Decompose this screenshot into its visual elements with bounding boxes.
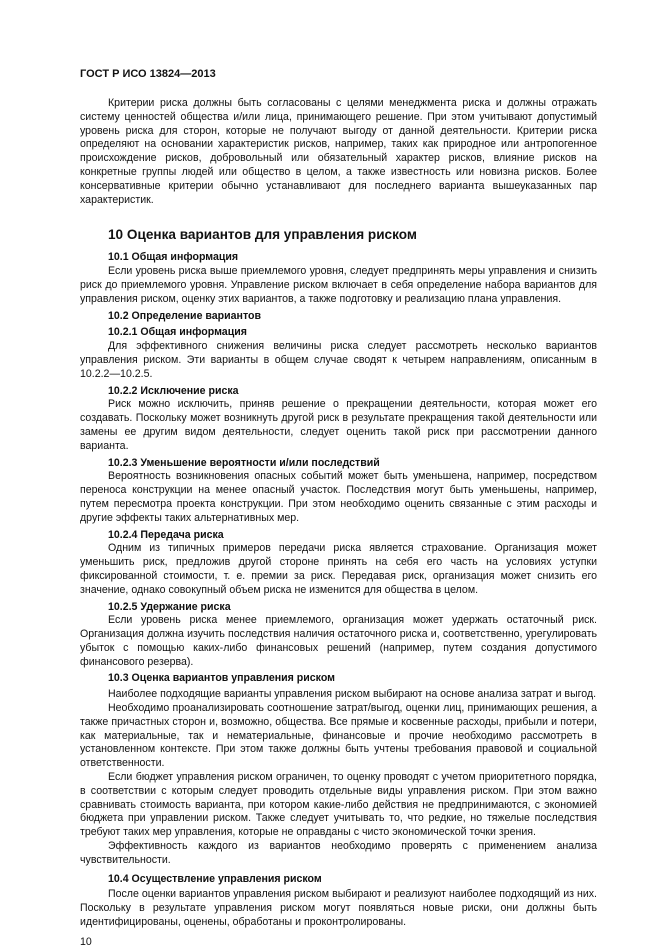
section-10-3-paragraph: Эффективность каждого из вариантов необходимо проверять с применением анализа чувствительности. xyxy=(80,840,597,866)
section-10-2-5-heading: 10.2.5 Удержание риска xyxy=(108,600,231,613)
page-body xyxy=(80,97,597,950)
section-10-2-heading: 10.2 Определение вариантов xyxy=(108,309,261,322)
section-10-2-5-text: Если уровень риска менее приемлемого, организация может удержать остаточный риск. Организация должна изучить последствия наличия остаточного риска и, соответственно, урегулировать убыток с помощью каких-либо финансовых решений (например, путем создания допустимого финансового резерва). xyxy=(80,614,597,668)
section-10-4-heading: 10.4 Осуществление управления риском xyxy=(108,872,322,885)
section-10-1-text: Если уровень риска выше приемлемого уровня, следует предпринять меры управления и снизить риск до приемлемого уровня. Управление риском включает в себя определение набора вариантов для управления риском, оценку этих вариантов, а также подготовку и реализацию плана управления. xyxy=(80,265,597,305)
section-10-2-3-heading: 10.2.3 Уменьшение вероятности и/или последствий xyxy=(108,456,380,469)
section-10-2-2-heading: 10.2.2 Исключение риска xyxy=(108,384,239,397)
section-10-2-4-text: Одним из типичных примеров передачи риска является страхование. Организация может уменьшить риск, предложив другой стороне принять на себя его часть на условиях уступки фиксированной стоимости, т. е. премии за риск. Передавая риск, организация может снизить его значение, однако совокупный объем риска не изменится для общества в целом. xyxy=(80,542,597,596)
intro-paragraph: Критерии риска должны быть согласованы с целями менеджмента риска и должны отражать систему ценностей общества и/или лица, принимающего решение. При этом учитывают допустимый уровень риска для сторон, которые не получают выгоду от данной деятельности. Критерии риска определяют на основании характеристик рисков, например, таких как природное или антропогенное происхождение рисков, добровольный или обязательный характер рисков, влияние рисков на конкретные группы людей или общество в целом, а также известность или новизна рисков. Более консервативные критерии обычно устанавливают для последнего варианта вышеуказанных пар характеристик. xyxy=(80,97,597,206)
section-10-2-1-text: Для эффективного снижения величины риска следует рассмотреть несколько вариантов управления риском. Эти варианты в общем случае сводят к четырем направлениям, описанным в 10.2.2—10.2.5. xyxy=(80,340,597,380)
section-10-2-1-heading: 10.2.1 Общая информация xyxy=(108,326,247,339)
section-10-2-3-text: Вероятность возникновения опасных событий может быть уменьшена, например, посредством переноса конструкции на менее опасный участок. Последствия могут быть уменьшены, например, путем пересмотра проекта конструкции. При этом необходимо оценить связанные с этим расходы и другие эффекты таких альтернативных мер. xyxy=(80,470,597,524)
section-10-3-heading: 10.3 Оценка вариантов управления риском xyxy=(108,672,336,685)
section-10-3-paragraph: Необходимо проанализировать соотношение затрат/выгод, оценки лиц, принимающих решения, а также причастных сторон и, возможно, общества. Все прямые и косвенные расходы, прибыли и потери, как материальные, так и нематериальные, финансовые и прочие необходимо рассмотреть в установленном контексте. При этом также должны быть учтены требования правовой и социальной ответственности. xyxy=(80,702,597,770)
document-header: ГОСТ Р ИСО 13824—2013 xyxy=(80,68,216,80)
section-10-4-text: После оценки вариантов управления риском выбирают и реализуют наиболее подходящий из них. Поскольку в результате управления риском могут появляться новые риски, они должны быть идентифицированы, оценены, обработаны и проконтролированы. xyxy=(80,888,597,929)
section-10-2-4-heading: 10.2.4 Передача риска xyxy=(108,528,224,541)
section-10-3-paragraph: Наиболее подходящие варианты управления риском выбирают на основе анализа затрат и выгод. xyxy=(108,688,597,701)
page-number: 10 xyxy=(80,935,92,948)
section-10-1-heading: 10.1 Общая информация xyxy=(108,251,239,264)
section-10-3-paragraph: Если бюджет управления риском ограничен, то оценку проводят с учетом приоритетного порядка, в соответствии с которым следует проводить отдельные виды управления риском. При этом важно сравнивать стоимость варианта, при котором какие-либо действия не предпринимаются, с экономией бюджета при управлении риском. Также следует учитывать то, что редкие, но тяжелые последствия требуют таких мер управления, которые не оправданы с чисто экономической точки зрения. xyxy=(80,771,597,839)
section-10-heading: 10 Оценка вариантов для управления риском xyxy=(108,227,417,243)
section-10-2-2-text: Риск можно исключить, приняв решение о прекращении деятельности, которая может его создавать. Поскольку может возникнуть другой риск в результате прекращения такой деятельности или замены ее другим видом деятельности, следует оценить такой риск при рассмотрении данного варианта. xyxy=(80,398,597,452)
